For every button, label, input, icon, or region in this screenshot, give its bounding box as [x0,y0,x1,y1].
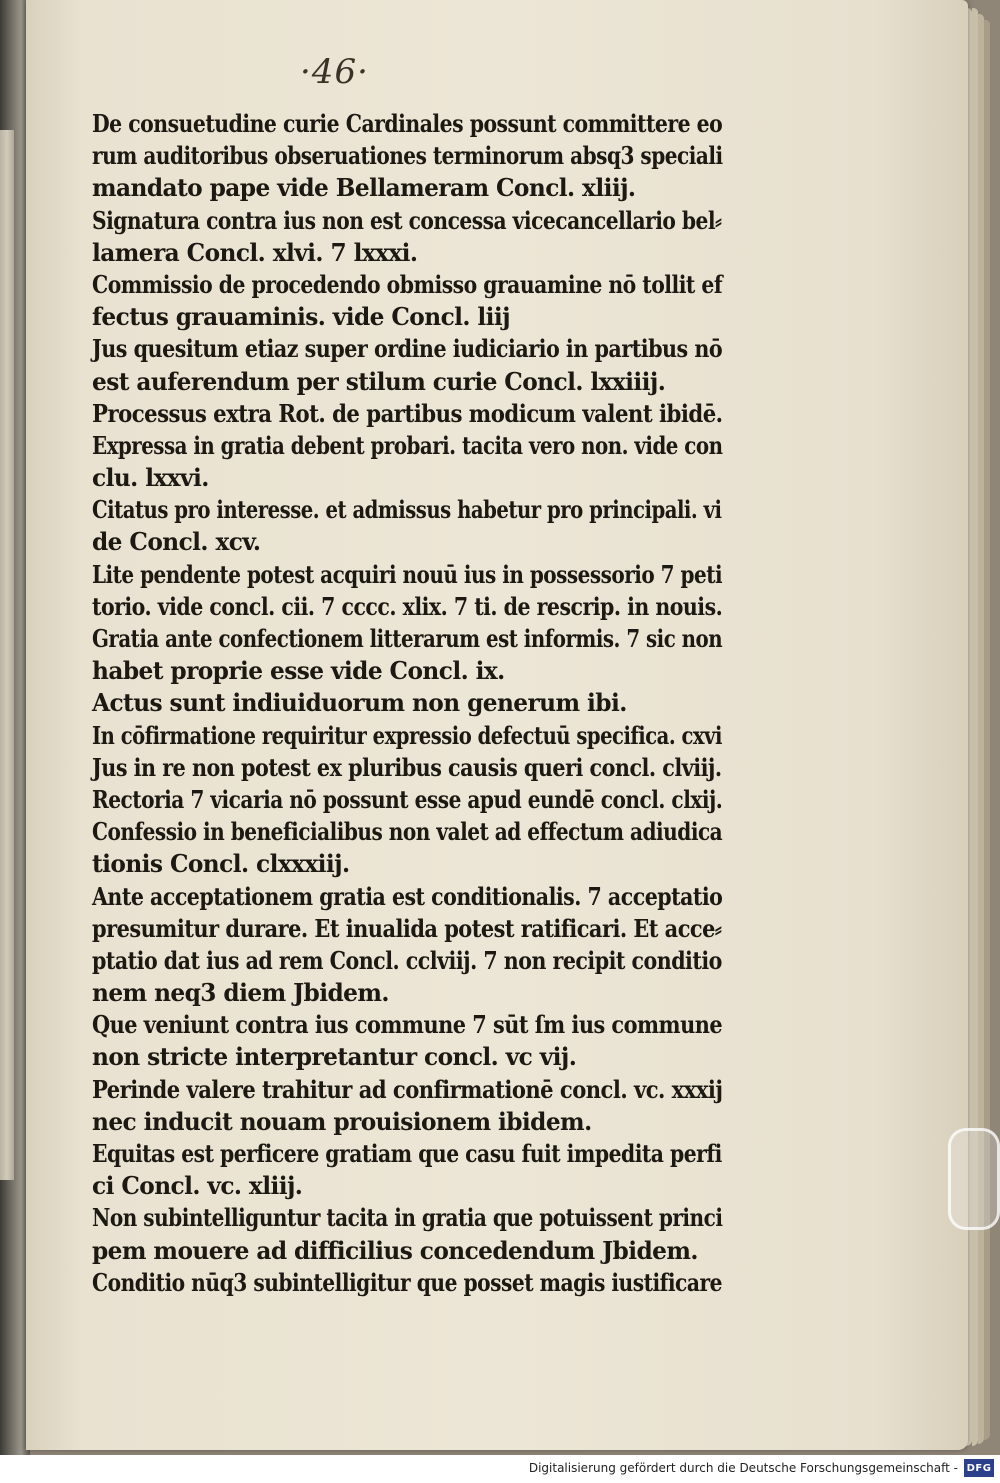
page-clip [948,1128,1000,1230]
text-line: clu. lxxvi. [92,463,209,493]
text-line: presumitur durare. Et inualida potest ratificari. Et acce⸗ [92,913,722,943]
text-block [92,108,742,1299]
text-line: non stricte interpretantur concl. vc vij. [92,1042,577,1072]
folio-number: ·46· [300,52,369,92]
footer-bar [0,1455,1000,1483]
text-line: nem neq3 diem Jbidem. [92,978,389,1008]
funding-credit: Digitalisierung gefördert durch die Deutsche Forschungsgemeinschaft - [528,1461,958,1475]
text-line: habet proprie esse vide Concl. ix. [92,656,505,686]
text-line: Expressa in gratia debent probari. tacita vero non. vide con [92,430,723,460]
text-line: Commissio de procedendo obmisso grauamine nō tollit ef [92,269,723,299]
text-line: In cōfirmatione requiritur expressio defectuū specifica. cxvi [92,720,722,750]
text-line: ptatio dat ius ad rem Concl. cclviij. 7 non recipit conditio [92,945,722,975]
text-line: Que veniunt contra ius commune 7 sūt ſm ius commune [92,1010,723,1040]
text-line: Citatus pro interesse. et admissus habetur pro principali. vi [92,495,722,525]
text-line: ci Concl. vc. xliij. [92,1171,303,1201]
text-line: fectus grauaminis. vide Concl. liij [92,302,511,332]
text-line: rum auditoribus obseruationes terminorum absq3 speciali [92,141,723,171]
text-line: Lite pendente potest acquiri nouū ius in possessorio 7 peti [92,559,723,589]
text-line: est auferendum per stilum curie Concl. lxxiiij. [92,366,666,396]
text-line: pem mouere ad difficilius concedendum Jbidem. [92,1235,698,1265]
text-line: mandato pape vide Bellameram Concl. xliij. [92,173,636,203]
page-edge [972,8,978,1446]
text-line: Equitas est perficere gratiam que casu fuit impedita perfi [92,1139,722,1168]
text-line: torio. vide concl. cii. 7 cccc. xlix. 7 ti. de rescrip. in nouis. [92,591,723,621]
text-line: Perinde valere trahitur ad confirmationē concl. vc. xxxij [92,1074,723,1104]
text-line: Jus quesitum etiaz super ordine iudiciario in partibus nō [92,334,723,364]
text-line: Confessio in beneficialibus non valet ad effectum adiudica [92,817,723,847]
previous-page-edge [0,130,14,1180]
text-line: lamera Concl. xlvi. 7 lxxxi. [92,237,418,267]
text-line: Non subintelliguntur tacita in gratia que potuissent princi [92,1203,723,1233]
text-line: tionis Concl. clxxxiij. [92,849,350,879]
text-line: Rectoria 7 vicaria nō possunt esse apud eundē concl. clxij. [92,784,723,814]
text-line: Jus in re non potest ex pluribus causis queri concl. clviij. [92,752,722,782]
text-line: Ante acceptationem gratia est conditionalis. 7 acceptatio [92,881,723,911]
dfg-logo-icon: DFG [964,1459,994,1477]
text-line: Conditio nūq3 subintelligitur que posset magis iustificare [92,1267,722,1297]
text-line: De consuetudine curie Cardinales possunt committere eo [92,109,723,138]
text-line: Gratia ante confectionem litterarum est informis. 7 sic non [92,624,723,653]
text-line: de Concl. xcv. [92,527,261,557]
text-line: nec inducit nouam prouisionem ibidem. [92,1106,592,1136]
text-line: Signatura contra ius non est concessa vicecancellario bel⸗ [92,205,722,235]
text-line: Processus extra Rot. de partibus modicum valent ibidē. [92,398,723,428]
text-line: Actus sunt indiuiduorum non generum ibi. [92,688,627,718]
